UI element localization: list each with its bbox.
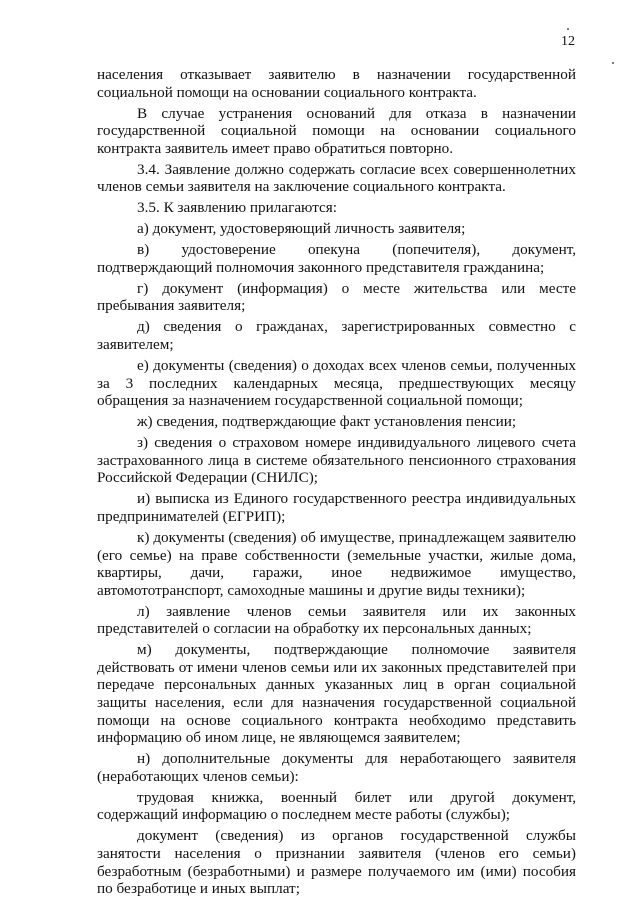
list-item-m: м) документы, подтверждающие полномочие заявителя действовать от имени членов семьи или их законных представителей при передаче персональных данных указанных лиц в орган социальной защиты населения, если для назначения государственной социальной помощи на основе социального контракта необходимо представить информацию об ином лице, не являющемся заявителем; [97,641,576,747]
paragraph-refusal-retry: В случае устранения оснований для отказа в назначении государственной социальной помощи на основании социального контракта заявитель имеет право обратиться повторно. [97,104,576,157]
paragraph-3-4: 3.4. Заявление должно содержать согласие всех совершеннолетних членов семьи заявителя на заключение социального контракта. [97,160,576,196]
paragraph-3-5: 3.5. К заявлению прилагаются: [137,199,337,217]
paragraph-continuation: населения отказывает заявителю в назначении государственной социальной помощи на основании социального контракта. [97,66,576,101]
list-item-d: д) сведения о гражданах, зарегистрированных совместно с заявителем; [97,318,576,354]
list-item-zh: ж) сведения, подтверждающие факт установления пенсии; [137,413,517,431]
list-item-g: г) документ (информация) о месте жительства или месте пребывания заявителя; [97,279,576,315]
list-item-i: и) выписка из Единого государственного реестра индивидуальных предпринимателей (ЕГРИП); [97,490,576,525]
document-body [97,66,576,901]
list-item-n: н) дополнительные документы для неработающего заявителя (неработающих членов семьи): [97,750,576,785]
scan-speck [612,62,614,64]
list-item-e: е) документы (сведения) о доходах всех членов семьи, полученных за 3 последних календарных месяца, предшествующих месяцу обращения за назначением государственной социальной помощи; [97,357,576,410]
list-item-a: а) документ, удостоверяющий личность заявителя; [137,220,466,238]
list-item-l: л) заявление членов семьи заявителя или их законных представителей о согласии на обработку их персональных данных; [97,602,576,638]
list-item-k: к) документы (сведения) об имуществе, принадлежащем заявителю (его семье) на праве собственности (земельные участки, жилые дома, квартиры, дачи, гаражи, иное недвижимое имущество, автомототранспорт, самоходные машины и другие виды техники); [97,528,576,599]
subitem-unemployment-status: документ (сведения) из органов государственной службы занятости населения о признании заявителя (членов его семьи) безработным (безработными) и размере получаемого им (ими) пособия по безработице и иных выплат; [97,827,576,898]
list-item-z: з) сведения о страховом номере индивидуального лицевого счета застрахованного лица в системе обязательного пенсионного страхования Российской Федерации (СНИЛС); [97,434,576,487]
list-item-v: в) удостоверение опекуна (попечителя), документ, подтверждающий полномочия законного представителя гражданина; [97,241,576,276]
page-number: 12 [561,34,575,49]
scan-speck [567,28,569,30]
subitem-employment-record: трудовая книжка, военный билет или другой документ, содержащий информацию о последнем месте работы (службы); [97,788,576,824]
